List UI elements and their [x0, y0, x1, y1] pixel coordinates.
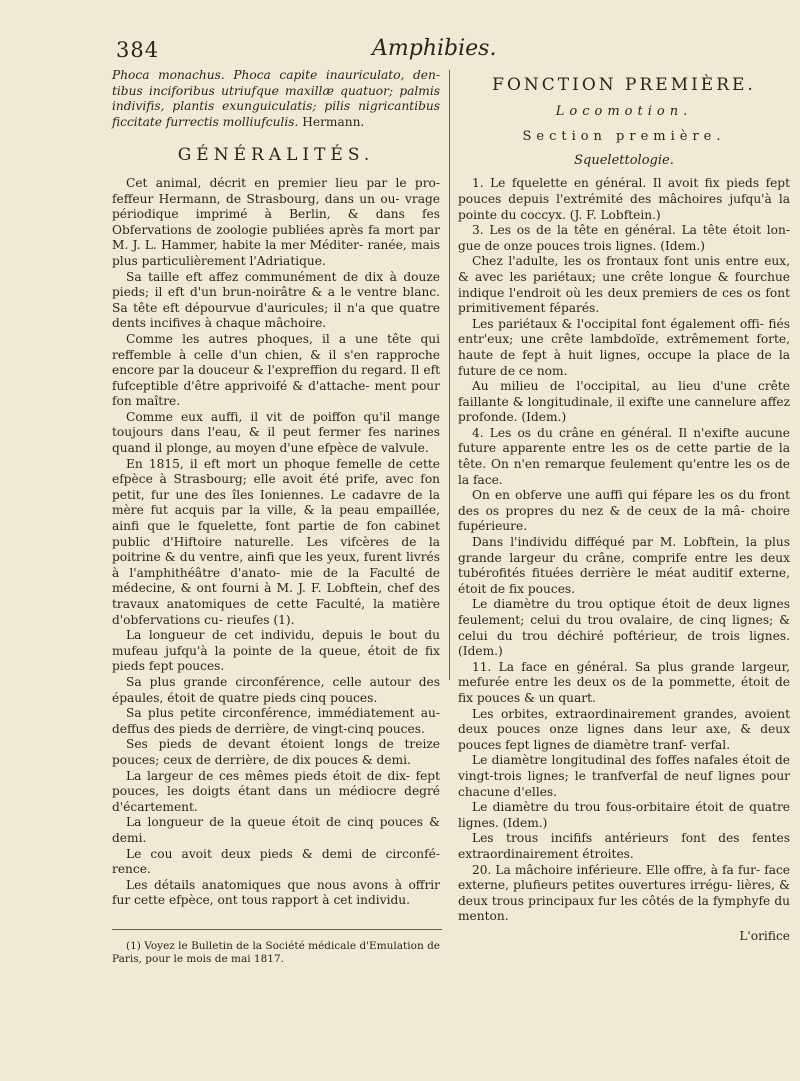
paragraph: Cet animal, décrit en premier lieu par le pro- feffeur Hermann, de Strasbourg, dans un ou- vrage périodique imprimé à Berlin, & dans fes Obfervations de zoologie publiées après fa mort par M. J. L. Hammer, habite la mer Méditer- ranée, mais plus particulièrement l'Adriatique. [112, 175, 441, 268]
paragraph: Le cou avoit deux pieds & demi de circonfé- rence. [112, 846, 440, 877]
page-number: 384 [116, 38, 160, 62]
paragraph: La longueur de la queue étoit de cinq pouces & demi. [112, 815, 441, 845]
paragraph: La longueur de cet individu, depuis le bout du mufeau jufqu'à la pointe de la queue, étoit de fix pieds fept pouces. [112, 628, 440, 674]
column-divider [449, 70, 450, 680]
species-description: Phoca monachus. Phoca capite inauriculato, den- tibus inciforibus utriufque maxillæ quatuor; palmis indivifis, plantis exunguiculatis; pilis nigricantibus ficcitate furrectis molliufculis. Hermann. [112, 68, 440, 129]
paragraph: Sa plus petite circonférence, immédiatement au-deffus des pieds de derrière, de vingt-cinq pouces. [112, 706, 440, 736]
paragraph: Les orbites, extraordinairement grandes, avoient deux pouces onze lignes dans leur axe, & deux pouces fept lignes de diamètre tranf- verfal. [458, 706, 791, 752]
paragraph: Le diamètre du trou fous-orbitaire étoit de quatre lignes. (Idem.) [458, 800, 791, 830]
paragraph: Dans l'individu difféqué par M. Lobftein, la plus grande largeur du crâne, comprife entre les deux tubérofités fituées derrière le méat auditif externe, étoit de fix pouces. [458, 535, 790, 596]
section-heading: Section première. [522, 129, 726, 145]
footnote: (1) Voyez le Bulletin de la Société médicale d'Emulation de Paris, pour le mois de mai 1817. [112, 939, 440, 965]
paragraph: Au milieu de l'occipital, au lieu d'une crête faillante & longitudinale, il exifte une cannelure affez profonde. (Idem.) [458, 379, 790, 425]
paragraph: En 1815, il eft mort un phoque femelle de cette efpèce à Strasbourg; elle avoit été prife, avec fon petit, fur une des îles Ioniennes. Le cadavre de la mère fut acquis par la ville, & la peau empaillée, ainfi que le fquelette, font partie de fon cabinet public d'Hiftoire naturelle. Les vifcères de la poitrine & du ventre, ainfi que les yeux, furent livrés à l'amphithéâtre d'anato- mie de la Faculté de médecine, & ont fourni à M. J. F. Lobftein, chef des travaux anatomiques de cette Faculté, la matière d'obfervations cu- rieufes (1). [112, 456, 441, 627]
catchword: L'orifice [739, 928, 790, 943]
paragraph: Le diamètre du trou optique étoit de deux lignes feulement; celui du trou ovalaire, de cinq lignes; & celui du trou déchiré poftérieur, de trois lignes. (Idem.) [458, 597, 790, 659]
paragraph: 4. Les os du crâne en général. Il n'exifte aucune future apparente entre les os de cette partie de la tête. On n'en remarque feulement qu'entre les os de la face. [458, 425, 790, 487]
locomotion-heading: Locomotion. [555, 103, 693, 119]
paragraph: Chez l'adulte, les os frontaux font unis entre eux, & avec les pariétaux; une crête longue & fourchue indique l'endroit où les deux premiers de ces os font primitivement féparés. [458, 254, 791, 316]
paragraph: Les pariétaux & l'occipital font également offi- fiés entr'eux; une crête lambdoïde, extrêmement forte, haute de fept à huit lignes, occupe la place de la future de ce nom. [458, 316, 790, 378]
left-column [112, 68, 440, 966]
running-title: Amphibies. [372, 36, 497, 61]
paragraph: 1. Le fquelette en général. Il avoit fix pieds fept pouces depuis l'extrémité des mâchoires jufqu'à la pointe du coccyx. (J. F. Lobftein.) [458, 176, 790, 222]
paragraph: 20. La mâchoire inférieure. Elle offre, à fa fur- face externe, plufieurs petites ouvertures irrégu- lières, & deux trous principaux fur les côtés de la fymphyfe du menton. [458, 862, 791, 924]
paragraph: Le diamètre longitudinal des foffes nafales étoit de vingt-trois lignes; le tranfverfal de neuf lignes pour chacune d'elles. [458, 753, 790, 799]
squelettologie-heading: Squelettologie. [574, 152, 674, 168]
paragraph: 11. La face en général. Sa plus grande largeur, mefurée entre les deux os de la pommette, étoit de fix pouces & un quart. [458, 659, 790, 705]
paragraph: Comme les autres phoques, il a une tête qui reffemble à celle d'un chien, & il s'en rapproche encore par la douceur & l'expreffion du regard. Il eft fufceptible d'être apprivoifé & d'attache- ment pour fon maître. [112, 331, 441, 409]
paragraph: Les détails anatomiques que nous avons à offrir fur cette efpèce, ont tous rapport à cet individu. [112, 877, 440, 908]
footnote-rule [112, 929, 442, 930]
paragraph: 3. Les os de la tête en général. La tête étoit lon- gue de onze pouces trois lignes. (Idem.) [458, 223, 790, 253]
paragraph: La largeur de ces mêmes pieds étoit de dix- fept pouces, les doigts étant dans un médiocre degré d'écartement. [112, 768, 441, 814]
paragraph: Ses pieds de devant étoient longs de treize pouces; ceux de derrière, de dix pouces & demi. [112, 737, 440, 767]
fonction-heading: FONCTION PREMIÈRE. [492, 75, 756, 95]
paragraph: On en obferve une auffi qui fépare les os du front des os propres du nez & de ceux de la mâ- choire fupérieure. [458, 488, 791, 534]
paragraph: Sa taille eft affez communément de dix à douze pieds; il eft d'un brun-noirâtre & a le ventre blanc. Sa tête eft dépourvue d'auricules; il n'a que quatre dents incifives à chaque mâchoire. [112, 269, 441, 331]
right-column [458, 68, 790, 944]
paragraph: Sa plus grande circonférence, celle autour des épaules, étoit de quatre pieds cinq pouces. [112, 674, 440, 705]
paragraph: Les trous incififs antérieurs font des fentes extraordinairement étroites. [458, 831, 790, 861]
paragraph: Comme eux auffi, il vit de poiffon qu'il mange toujours dans l'eau, & il peut fermer fes narines quand il plonge, au moyen d'une efpèce de valvule. [112, 409, 440, 456]
generalites-heading: GÉNÉRALITÉS. [177, 145, 375, 166]
